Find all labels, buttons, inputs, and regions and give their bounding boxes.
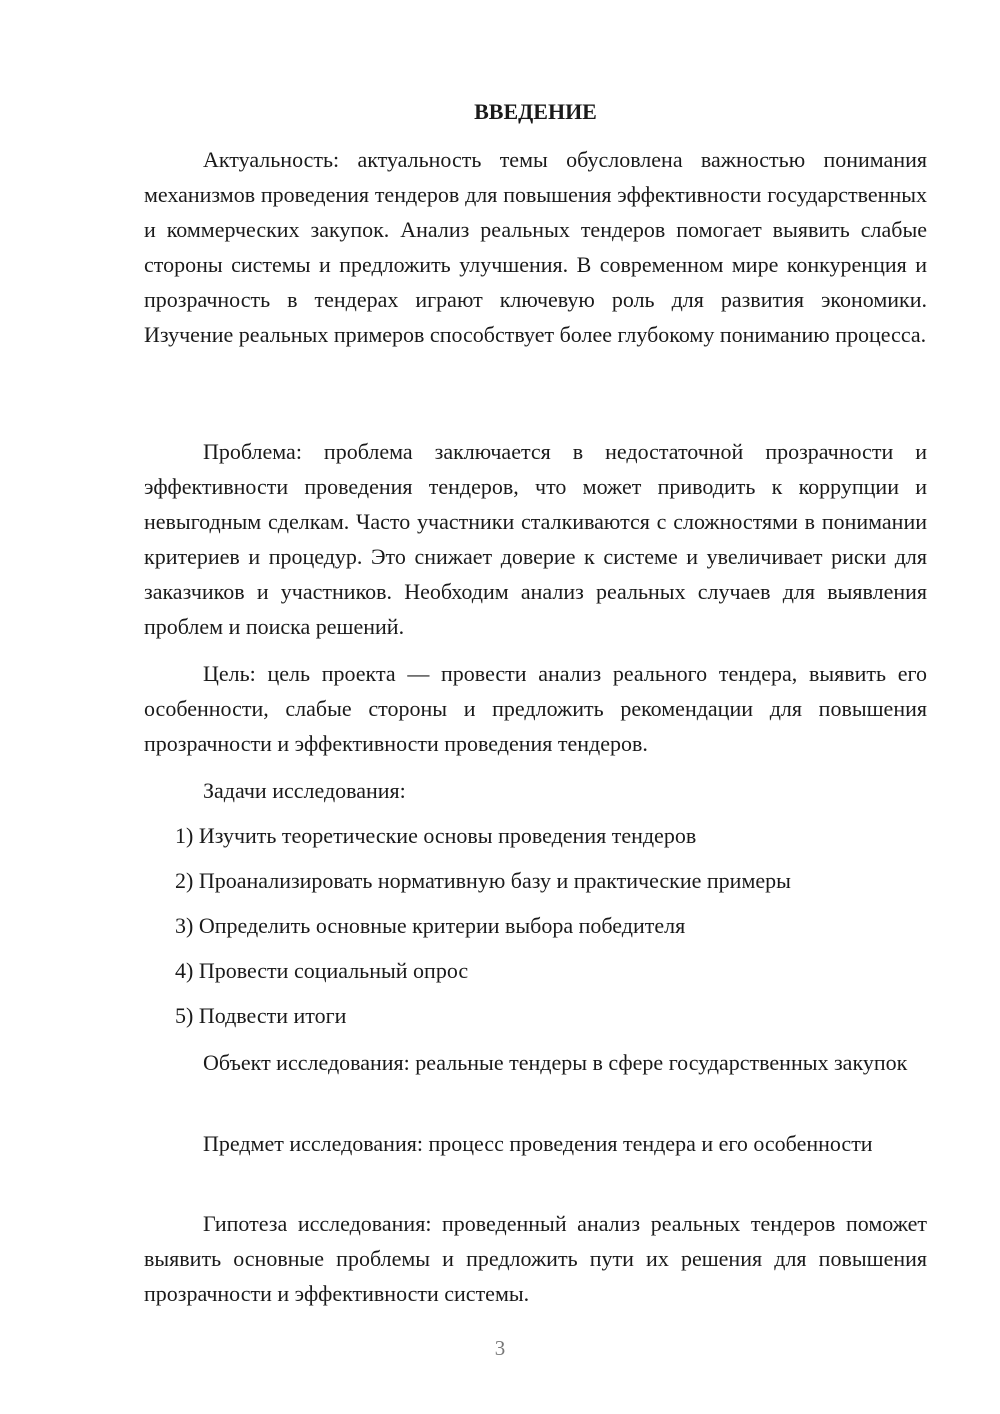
task-item-4: 4) Провести социальный опрос (175, 958, 469, 983)
page-number: 3 (494, 1336, 506, 1360)
paragraph-object: Объект исследования: реальные тендеры в сфере государственных закупок (203, 1050, 908, 1075)
task-item-5: 5) Подвести итоги (175, 1003, 347, 1028)
paragraph-goal: Цель: цель проекта — провести анализ реального тендера, выявить его особенности, слабые стороны и предложить рекомендации для повышения прозрачности и эффективности проведения тендеров. (144, 661, 927, 756)
task-item-2: 2) Проанализировать нормативную базу и практические примеры (175, 868, 791, 893)
task-item-3: 3) Определить основные критерии выбора победителя (175, 913, 686, 938)
page-title: ВВЕДЕНИЕ (474, 99, 597, 124)
paragraph-subject: Предмет исследования: процесс проведения тендера и его особенности (203, 1131, 873, 1156)
paragraph-tasks-intro: Задачи исследования: (203, 778, 406, 803)
paragraph-hypothesis: Гипотеза исследования: проведенный анализ реальных тендеров поможет выявить основные проблемы и предложить пути их решения для повышения прозрачности и эффективности системы. (144, 1211, 927, 1306)
paragraph-relevance: Актуальность: актуальность темы обусловлена важностью понимания механизмов проведения тендеров для повышения эффективности государственных и коммерческих закупок. Анализ реальных тендеров помогает выявить слабые стороны системы и предложить улучшения. В современном мире конкуренция и прозрачность в тендерах играют ключевую роль для развития экономики. Изучение реальных примеров способствует более глубокому пониманию процесса. (144, 147, 927, 347)
task-item-1: 1) Изучить теоретические основы проведения тендеров (175, 823, 697, 848)
paragraph-problem: Проблема: проблема заключается в недостаточной прозрачности и эффективности проведения тендеров, что может приводить к коррупции и невыгодным сделкам. Часто участники сталкиваются с сложностями в понимании критериев и процедур. Это снижает доверие к системе и увеличивает риски для заказчиков и участников. Необходим анализ реальных случаев для выявления проблем и поиска решений. (144, 439, 927, 639)
